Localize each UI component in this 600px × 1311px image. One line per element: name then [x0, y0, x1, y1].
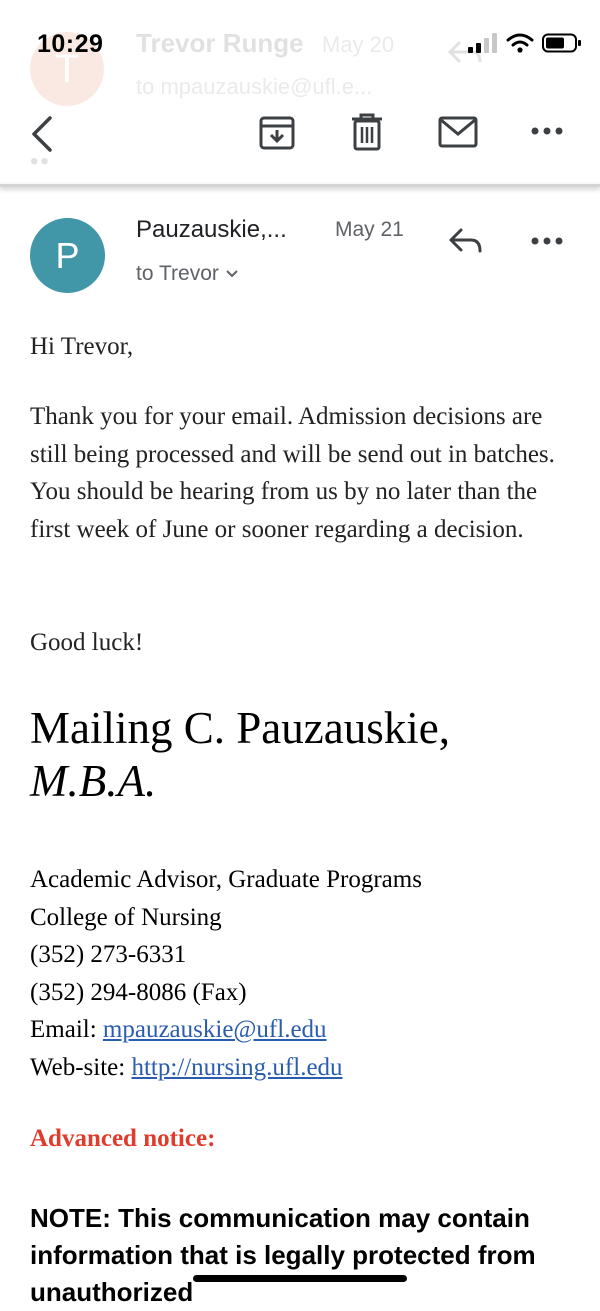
status-bar — [0, 0, 600, 90]
website-label: Web-site: — [30, 1053, 126, 1081]
message-toolbar — [0, 100, 600, 185]
chevron-down-icon — [225, 269, 239, 279]
home-indicator[interactable] — [193, 1275, 407, 1282]
note-text: : This communication may contain information that is legally protected from unauthorized — [30, 1203, 536, 1307]
signature-details — [30, 861, 422, 1086]
recipient-details-toggle[interactable] — [136, 262, 239, 286]
signature-phone: (352) 273-6331 — [30, 941, 187, 968]
signature-fax: (352) 294-8086 (Fax) — [30, 978, 247, 1006]
sender-avatar[interactable]: P — [30, 218, 105, 293]
signal-icon — [468, 33, 498, 53]
message-more-icon[interactable] — [530, 236, 564, 246]
legal-note — [30, 1200, 590, 1311]
signature-name-block — [30, 702, 575, 808]
wifi-icon — [506, 33, 534, 53]
more-dots-icon: •• — [30, 148, 51, 175]
signature-name: Mailing C. Pauzauskie, — [30, 703, 450, 753]
signature-title: Academic Advisor, Graduate Programs — [30, 866, 422, 893]
email-link[interactable]: mpauzauskie@ufl.edu — [102, 1016, 327, 1043]
signature-email-line — [30, 1011, 422, 1049]
note-label: NOTE — [30, 1203, 103, 1233]
signature-department: College of Nursing — [30, 903, 222, 931]
previous-sender-name: Trevor Runge — [136, 28, 304, 58]
signature-credential: M.B.A. — [30, 756, 157, 806]
status-time: 10:29 — [37, 30, 104, 58]
more-horizontal-icon[interactable] — [530, 126, 564, 136]
reply-icon[interactable] — [447, 226, 485, 256]
email-label: Email: — [30, 1016, 97, 1043]
archive-icon[interactable] — [258, 114, 296, 152]
previous-sender-avatar: T — [30, 32, 104, 106]
trash-icon[interactable] — [350, 112, 384, 152]
toolbar-divider — [0, 184, 600, 187]
previous-message-date: May 20 — [322, 32, 395, 57]
body-paragraph: Thank you for your email. Admission decisions are still being processed and will be send out in batches. You should be hearing from us by no later than the first week of June or sooner regarding a decision. — [30, 403, 555, 543]
closing: Good luck! — [30, 629, 144, 656]
recipient-label: to Trevor — [136, 262, 219, 285]
sender-name[interactable]: Pauzauskie,... — [136, 216, 287, 243]
previous-recipient: to mpauzauskie@ufl.e... — [136, 74, 373, 99]
advanced-notice-heading: Advanced notice: — [30, 1125, 216, 1152]
greeting: Hi Trevor, — [30, 333, 134, 360]
battery-icon — [542, 33, 582, 53]
mark-unread-mail-icon[interactable] — [438, 116, 478, 148]
signature-website-line — [30, 1049, 422, 1087]
back-chevron-icon[interactable] — [28, 114, 56, 154]
status-icons — [468, 33, 582, 53]
website-link[interactable]: http://nursing.ufl.edu — [131, 1053, 343, 1081]
message-header — [0, 210, 600, 310]
message-date: May 21 — [335, 218, 404, 241]
